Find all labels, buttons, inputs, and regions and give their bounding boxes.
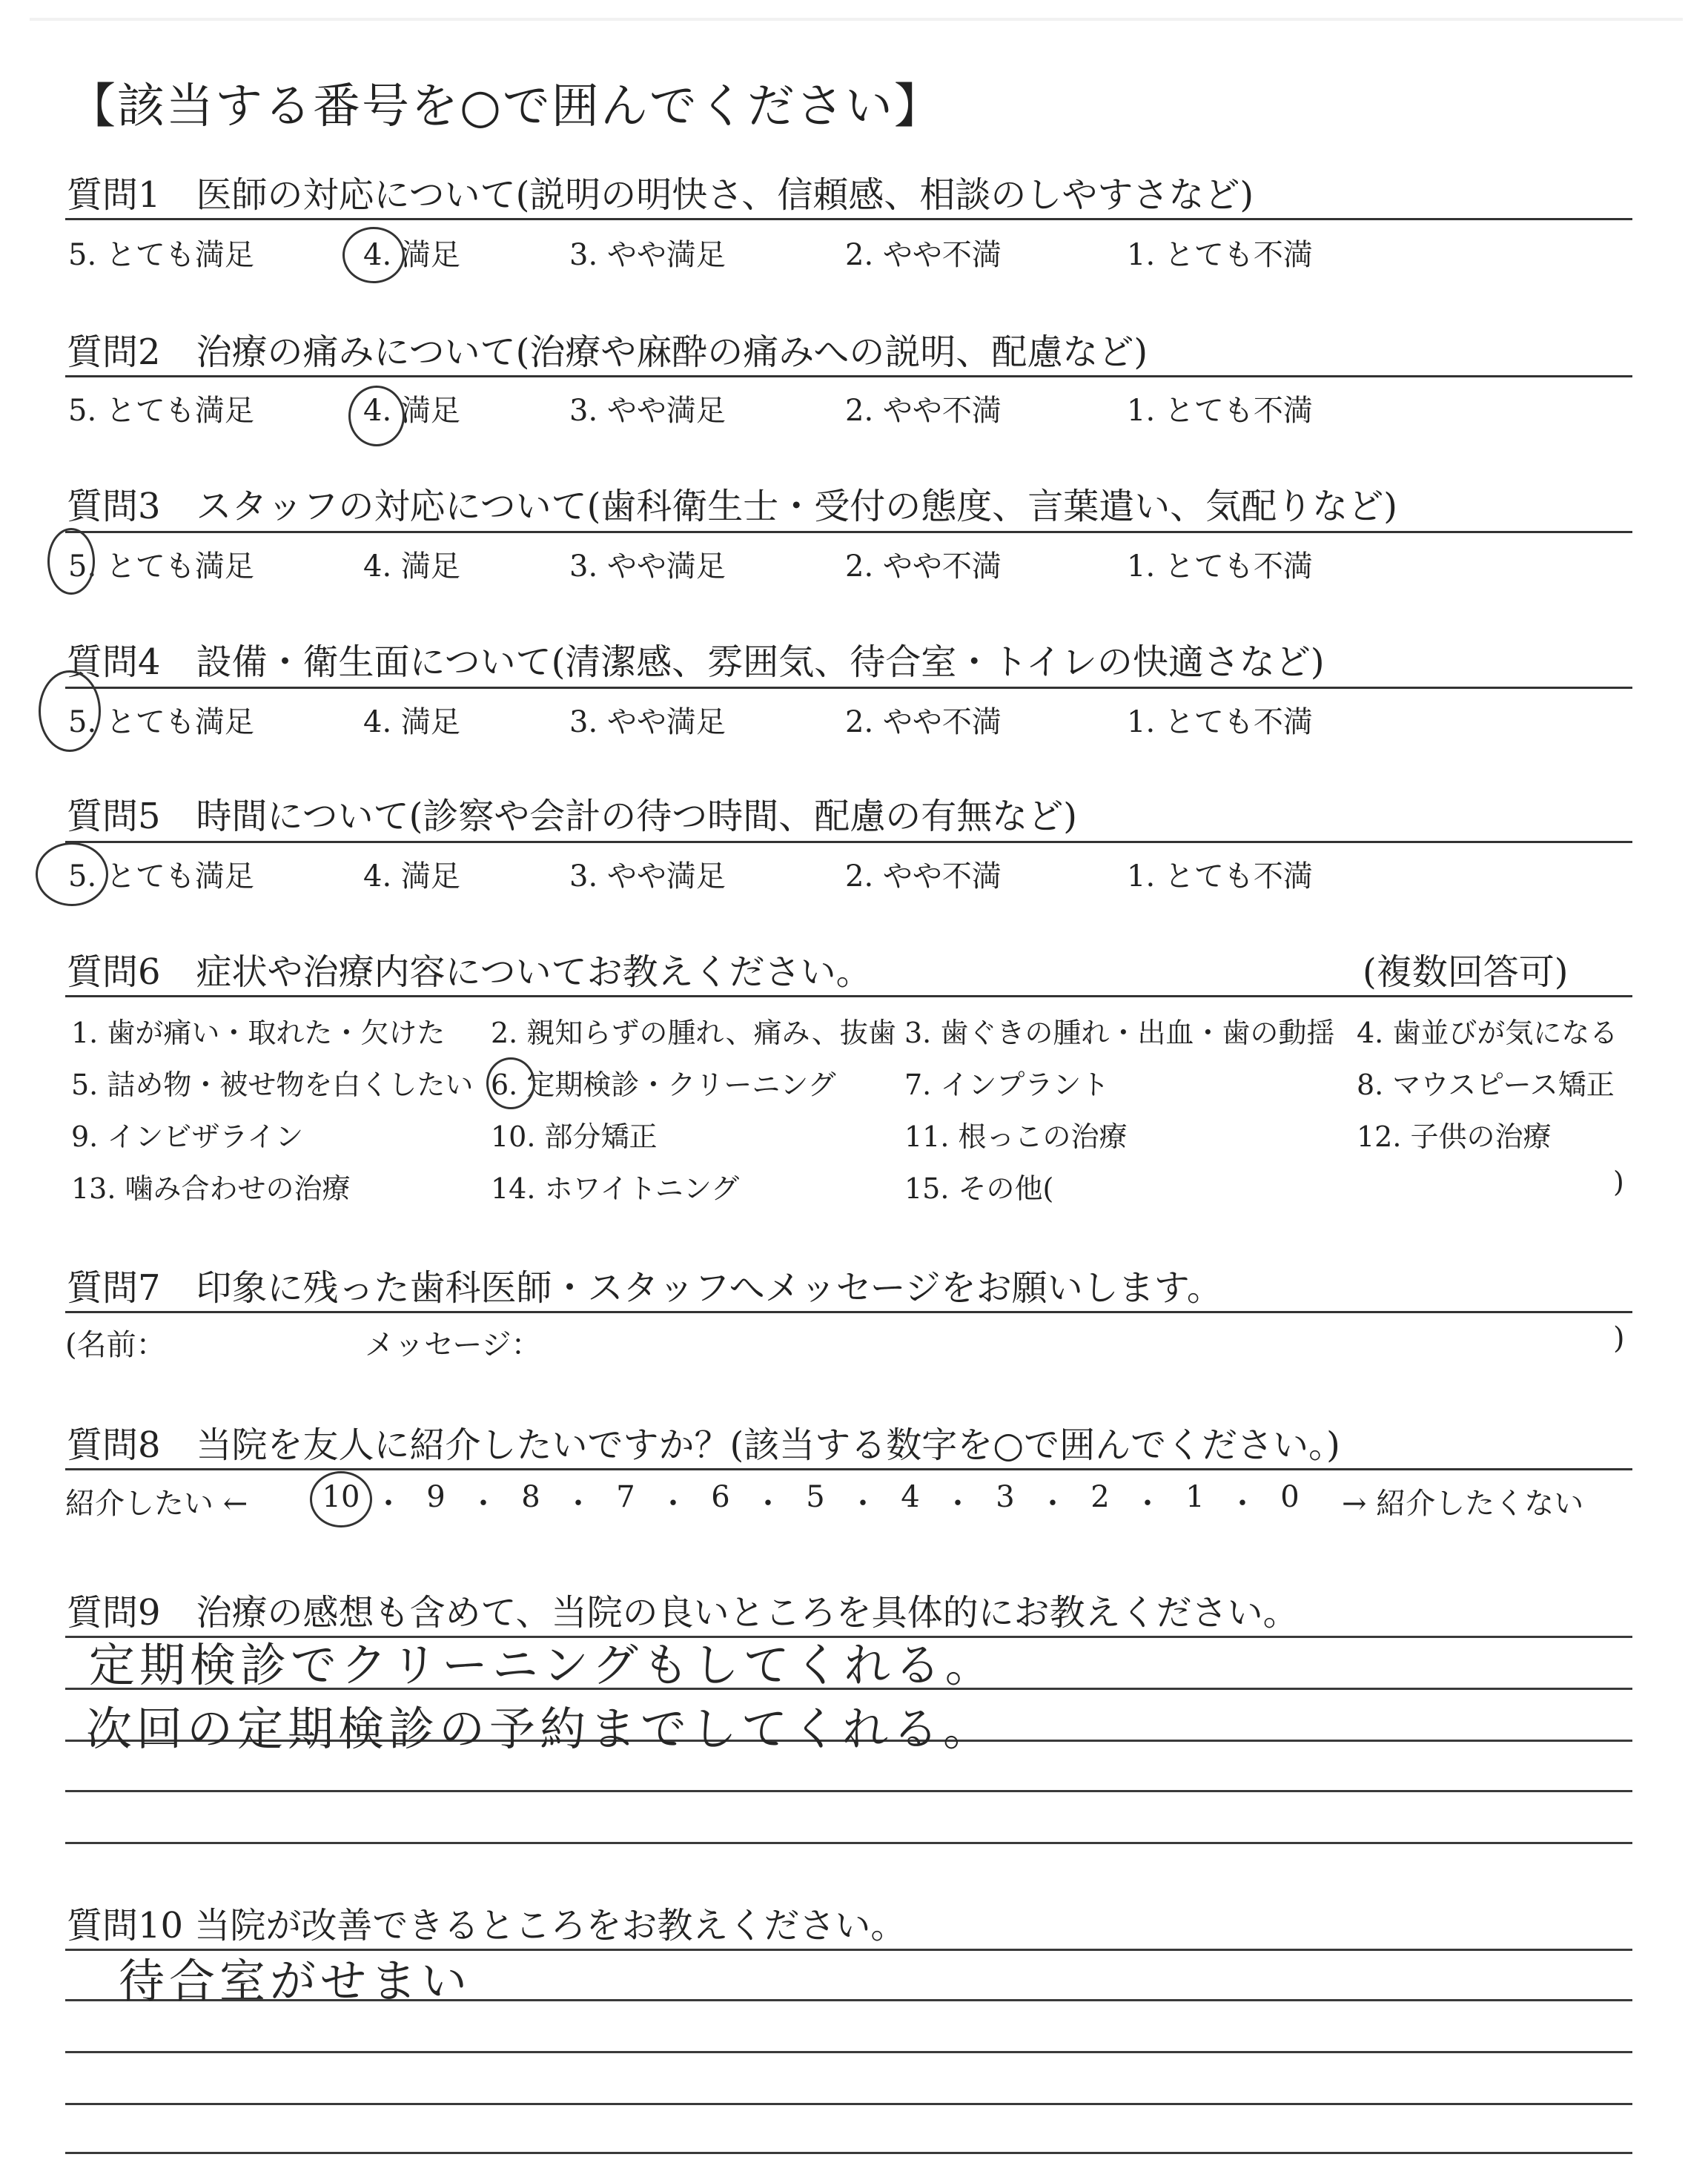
q8-scale-1[interactable]: 1 bbox=[1185, 1480, 1205, 1514]
q2-option-4[interactable]: 4. 満足 bbox=[363, 394, 460, 428]
top-edge-line bbox=[30, 18, 1683, 21]
q6-other-close: ) bbox=[1613, 1166, 1624, 1198]
q6-item-6[interactable]: 6. 定期検診・クリーニング bbox=[491, 1069, 836, 1101]
q2-option-2[interactable]: 2. やや不満 bbox=[845, 394, 1002, 428]
q6-item-9[interactable]: 9. インビザライン bbox=[71, 1120, 304, 1153]
q8-scale-5[interactable]: 5 bbox=[806, 1480, 825, 1514]
instruction-header: 【該当する番号を○で囲んでください】 bbox=[68, 79, 943, 134]
q6-title: 質問6 症状や治療内容についてお教えください。 bbox=[67, 951, 872, 993]
q1-answer-circle bbox=[342, 227, 405, 283]
q6-item-7[interactable]: 7. インプラント bbox=[904, 1069, 1110, 1101]
q5-option-1[interactable]: 1. とても不満 bbox=[1127, 859, 1313, 894]
q6-item-14[interactable]: 14. ホワイトニング bbox=[491, 1172, 740, 1205]
q5-option-2[interactable]: 2. やや不満 bbox=[845, 859, 1002, 894]
q3-option-2[interactable]: 2. やや不満 bbox=[845, 549, 1002, 584]
q6-multiple-note: (複数回答可) bbox=[1363, 951, 1569, 993]
q1-option-4[interactable]: 4. 満足 bbox=[363, 238, 460, 272]
q5-option-4[interactable]: 4. 満足 bbox=[363, 859, 460, 894]
q6-item-13[interactable]: 13. 噛み合わせの治療 bbox=[71, 1172, 351, 1205]
q1-option-1[interactable]: 1. とても不満 bbox=[1127, 238, 1313, 272]
q7-message-label: メッセージ： bbox=[365, 1328, 541, 1362]
q8-scale-separator: ・ bbox=[1228, 1487, 1257, 1521]
q2-option-3[interactable]: 3. やや満足 bbox=[569, 394, 726, 428]
q8-scale-separator: ・ bbox=[943, 1487, 973, 1521]
q10-title: 質問10 当院が改善できるところをお教えください。 bbox=[67, 1905, 907, 1946]
q2-rule bbox=[65, 375, 1632, 377]
q7-close: ) bbox=[1613, 1321, 1625, 1355]
q8-scale-8[interactable]: 8 bbox=[521, 1480, 540, 1514]
q5-rule bbox=[65, 841, 1632, 843]
q4-option-5[interactable]: 5. とても満足 bbox=[68, 705, 254, 739]
q6-item-4[interactable]: 4. 歯並びが気になる bbox=[1357, 1017, 1618, 1049]
q8-scale-2[interactable]: 2 bbox=[1090, 1480, 1110, 1514]
q8-scale-separator: ・ bbox=[1038, 1487, 1068, 1521]
q2-title: 質問2 治療の痛みについて(治療や麻酔の痛みへの説明、配慮など) bbox=[67, 331, 1148, 373]
q6-item-15[interactable]: 15. その他( bbox=[904, 1172, 1054, 1205]
q8-left-label: 紹介したい ← bbox=[65, 1487, 248, 1521]
q6-answer-circle bbox=[486, 1057, 535, 1109]
q4-option-2[interactable]: 2. やや不満 bbox=[845, 705, 1002, 739]
q9-title: 質問9 治療の感想も含めて、当院の良いところを具体的にお教えください。 bbox=[67, 1592, 1299, 1634]
q3-rule bbox=[65, 531, 1632, 533]
q10-write-line-4 bbox=[65, 2103, 1632, 2105]
q8-rule bbox=[65, 1468, 1632, 1470]
q8-scale-7[interactable]: 7 bbox=[616, 1480, 635, 1514]
q8-scale-separator: ・ bbox=[848, 1487, 878, 1521]
q8-scale-separator: ・ bbox=[374, 1487, 403, 1521]
q8-scale-0[interactable]: 0 bbox=[1280, 1480, 1300, 1514]
q5-title: 質問5 時間について(診察や会計の待つ時間、配慮の有無など) bbox=[67, 796, 1078, 837]
q1-title: 質問1 医師の対応について(説明の明快さ、信頼感、相談のしやすさなど) bbox=[67, 174, 1254, 216]
q8-answer-circle bbox=[310, 1471, 372, 1527]
q3-option-3[interactable]: 3. やや満足 bbox=[569, 549, 726, 584]
q3-title: 質問3 スタッフの対応について(歯科衛生士・受付の態度、言葉遣い、気配りなど) bbox=[67, 486, 1398, 527]
q9-write-line-5 bbox=[65, 1842, 1632, 1844]
q10-write-line-5 bbox=[65, 2152, 1632, 2154]
q3-option-1[interactable]: 1. とても不満 bbox=[1127, 549, 1313, 584]
q4-title: 質問4 設備・衛生面について(清潔感、雰囲気、待合室・トイレの快適さなど) bbox=[67, 641, 1325, 683]
q4-answer-circle bbox=[39, 670, 101, 752]
q8-right-label: → 紹介したくない bbox=[1342, 1487, 1584, 1521]
q9-write-line-4 bbox=[65, 1790, 1632, 1792]
q8-scale-separator: ・ bbox=[469, 1487, 498, 1521]
q1-rule bbox=[65, 218, 1632, 220]
q1-option-3[interactable]: 3. やや満足 bbox=[569, 238, 726, 272]
q8-title: 質問8 当院を友人に紹介したいですか？(該当する数字を○で囲んでください。) bbox=[67, 1424, 1340, 1466]
q3-answer-circle bbox=[47, 528, 95, 595]
q8-scale-separator: ・ bbox=[1133, 1487, 1162, 1521]
q6-item-8[interactable]: 8. マウスピース矯正 bbox=[1357, 1069, 1615, 1101]
q6-item-2[interactable]: 2. 親知らずの腫れ、痛み、抜歯 bbox=[491, 1017, 896, 1049]
q9-answer-line-1: 定期検診でクリーニングもしてくれる。 bbox=[89, 1638, 996, 1692]
q6-item-1[interactable]: 1. 歯が痛い・取れた・欠けた bbox=[71, 1017, 446, 1049]
q6-rule bbox=[65, 995, 1632, 997]
q4-rule bbox=[65, 687, 1632, 689]
q3-option-4[interactable]: 4. 満足 bbox=[363, 549, 460, 584]
q10-answer-line-1: 待合室がせまい bbox=[119, 1954, 472, 2008]
q1-option-5[interactable]: 5. とても満足 bbox=[68, 238, 254, 272]
q4-option-1[interactable]: 1. とても不満 bbox=[1127, 705, 1313, 739]
q7-rule bbox=[65, 1311, 1632, 1313]
q6-item-5[interactable]: 5. 詰め物・被せ物を白くしたい bbox=[71, 1069, 474, 1101]
q9-answer-line-2: 次回の定期検診の予約までしてくれる。 bbox=[86, 1702, 994, 1756]
q5-option-3[interactable]: 3. やや満足 bbox=[569, 859, 726, 894]
q8-scale-4[interactable]: 4 bbox=[901, 1480, 920, 1514]
q7-name-label: (名前： bbox=[65, 1328, 166, 1362]
q4-option-3[interactable]: 3. やや満足 bbox=[569, 705, 726, 739]
q2-answer-circle bbox=[348, 386, 405, 446]
q8-scale-3[interactable]: 3 bbox=[996, 1480, 1015, 1514]
q3-option-5[interactable]: 5. とても満足 bbox=[68, 549, 254, 584]
q6-item-11[interactable]: 11. 根っこの治療 bbox=[904, 1120, 1128, 1153]
q8-scale-6[interactable]: 6 bbox=[711, 1480, 730, 1514]
q8-scale-10[interactable]: 10 bbox=[322, 1480, 360, 1514]
q6-item-12[interactable]: 12. 子供の治療 bbox=[1357, 1120, 1552, 1153]
q4-option-4[interactable]: 4. 満足 bbox=[363, 705, 460, 739]
q8-scale-9[interactable]: 9 bbox=[426, 1480, 446, 1514]
q6-item-3[interactable]: 3. 歯ぐきの腫れ・出血・歯の動揺 bbox=[904, 1017, 1335, 1049]
q5-answer-circle bbox=[36, 842, 108, 906]
q8-scale-separator: ・ bbox=[563, 1487, 593, 1521]
q8-scale-separator: ・ bbox=[658, 1487, 688, 1521]
q2-option-1[interactable]: 1. とても不満 bbox=[1127, 394, 1313, 428]
q6-item-10[interactable]: 10. 部分矯正 bbox=[491, 1120, 658, 1153]
q8-scale-separator: ・ bbox=[753, 1487, 783, 1521]
q1-option-2[interactable]: 2. やや不満 bbox=[845, 238, 1002, 272]
q5-option-5[interactable]: 5. とても満足 bbox=[68, 859, 254, 894]
q7-title: 質問7 印象に残った歯科医師・スタッフへメッセージをお願いします。 bbox=[67, 1267, 1222, 1309]
q2-option-5[interactable]: 5. とても満足 bbox=[68, 394, 254, 428]
q10-write-line-3 bbox=[65, 2051, 1632, 2053]
